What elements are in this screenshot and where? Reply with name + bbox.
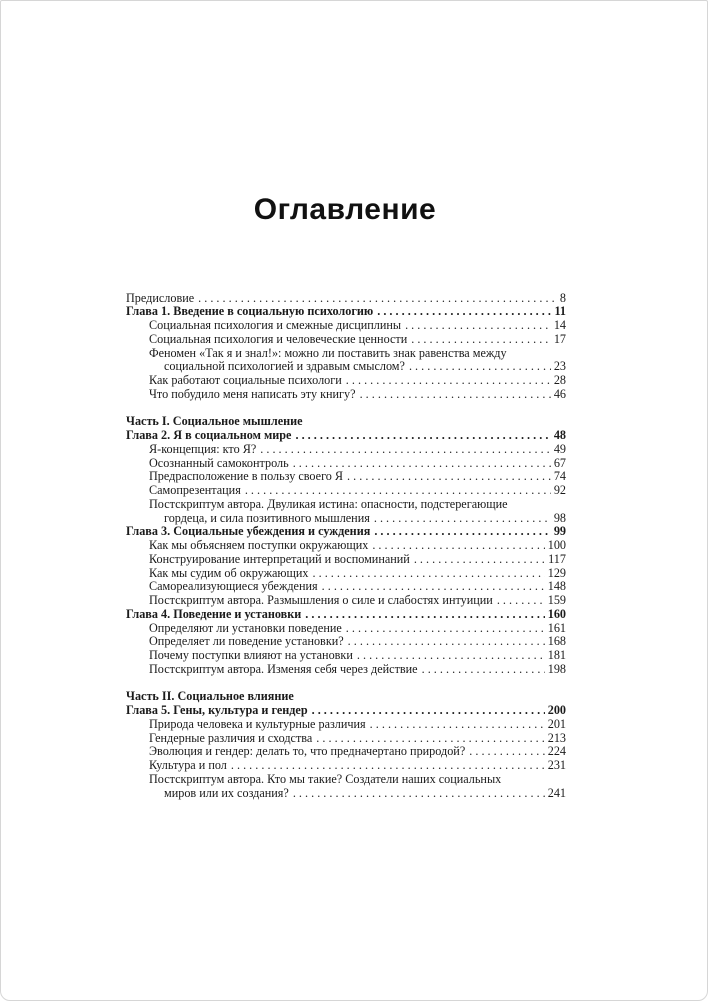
dot-leader xyxy=(374,525,551,539)
toc-page-number: 117 xyxy=(548,551,566,566)
dot-leader xyxy=(293,787,545,801)
table-of-contents xyxy=(1,292,566,801)
toc-entry-label: Часть I. Социальное мышление xyxy=(126,414,303,429)
toc-page-number: 11 xyxy=(554,304,566,319)
dot-leader xyxy=(377,305,551,319)
dot-leader xyxy=(405,319,551,333)
toc-entry-label: Определяет ли поведение установки? xyxy=(149,634,344,649)
toc-page-number: 74 xyxy=(553,469,566,484)
dot-leader xyxy=(313,567,545,581)
toc-page-number: 14 xyxy=(553,318,566,332)
toc-page-number: 17 xyxy=(553,331,566,346)
toc-chapter-row xyxy=(126,704,566,718)
toc-page-number: 213 xyxy=(547,730,566,745)
dot-leader xyxy=(312,704,545,718)
toc-entry-label: Социальная психология и смежные дисциплины xyxy=(149,318,402,332)
toc-part-heading xyxy=(126,690,566,704)
dot-leader xyxy=(347,470,551,484)
toc-entry-label: социальной психологией и здравым смыслом? xyxy=(164,359,405,374)
toc-entry-label: Определяют ли установки поведение xyxy=(149,620,342,635)
toc-part-heading xyxy=(126,415,566,429)
dot-leader xyxy=(245,484,551,498)
toc-entry-label: Почему поступки влияют на установки xyxy=(149,648,353,662)
dot-leader xyxy=(414,553,545,567)
toc-entry-label: Постскриптум автора. Размышления о силе и слабостях интуиции xyxy=(149,593,493,607)
dot-leader xyxy=(346,622,545,636)
dot-leader xyxy=(409,360,551,374)
dot-leader xyxy=(469,745,544,759)
dot-leader xyxy=(372,539,544,553)
toc-entry-label: Природа человека и культурные различия xyxy=(149,716,366,731)
toc-entry-label: Социальная психология и человеческие ценности xyxy=(149,331,408,346)
toc-entry-label: Глава 3. Социальные убеждения и суждения xyxy=(126,524,371,539)
toc-page-number: 161 xyxy=(547,620,566,635)
toc-page-number: 8 xyxy=(559,290,566,305)
toc-row xyxy=(126,457,566,471)
dot-leader xyxy=(198,292,557,306)
toc-entry-label: Предрасположение в пользу своего Я xyxy=(149,469,344,484)
toc-entry-label: Как мы объясняем поступки окружающих xyxy=(149,538,369,552)
toc-page-number: 181 xyxy=(547,648,566,662)
toc-entry-label: Гендерные различия и сходства xyxy=(149,730,313,745)
dot-leader xyxy=(360,388,551,402)
toc-page-number: 224 xyxy=(547,744,566,759)
dot-leader xyxy=(295,429,550,443)
toc-entry-label: Предисловие xyxy=(126,290,195,305)
toc-row xyxy=(126,443,566,457)
toc-page-number: 48 xyxy=(553,428,566,442)
toc-entry-label: Эволюция и гендер: делать то, что предначертано природой? xyxy=(149,744,466,759)
toc-page-number: 231 xyxy=(547,758,566,772)
dot-leader xyxy=(346,374,551,388)
toc-page-number: 49 xyxy=(553,441,566,456)
toc-row xyxy=(126,787,566,801)
toc-row xyxy=(126,635,566,649)
toc-entry-label: Часть II. Социальное влияние xyxy=(126,689,294,704)
toc-entry-label: миров или их создания? xyxy=(164,785,289,800)
dot-leader xyxy=(357,649,545,663)
toc-entry-label: Конструирование интерпретаций и воспоминаний xyxy=(149,551,410,566)
toc-row xyxy=(126,374,566,388)
toc-page-number: 46 xyxy=(553,386,566,401)
toc-entry-label: Феномен «Так я и знал!»: можно ли поставить знак равенства между xyxy=(149,345,507,360)
dot-leader xyxy=(348,635,545,649)
toc-page-number: 168 xyxy=(547,634,566,649)
toc-entry-label: гордеца, и сила позитивного мышления xyxy=(164,510,370,525)
dot-leader xyxy=(322,580,545,594)
toc-row xyxy=(126,292,566,306)
toc-row xyxy=(126,360,566,374)
toc-entry-label: Постскриптум автора. Двуликая истина: опасности, подстерегающие xyxy=(149,496,508,511)
dot-leader xyxy=(422,663,545,677)
toc-entry-label: Глава 5. Гены, культура и гендер xyxy=(126,703,308,717)
toc-entry-label: Что побудило меня написать эту книгу? xyxy=(149,386,356,401)
dot-leader xyxy=(231,759,545,773)
dot-leader xyxy=(374,512,551,526)
toc-row xyxy=(126,498,566,512)
toc-chapter-row xyxy=(126,608,566,622)
toc-entry-label: Глава 4. Поведение и установки xyxy=(126,606,302,621)
toc-page-number: 148 xyxy=(547,579,566,594)
toc-entry-label: Самореализующиеся убеждения xyxy=(149,579,318,594)
dot-leader xyxy=(411,333,551,347)
toc-entry-label: Я-концепция: кто Я? xyxy=(149,441,257,456)
page-title: Оглавление xyxy=(253,193,437,226)
toc-page-number: 129 xyxy=(547,565,566,580)
toc-page-number: 67 xyxy=(553,455,566,470)
toc-chapter-row xyxy=(126,525,566,539)
toc-row xyxy=(126,388,566,402)
toc-entry-label: Глава 1. Введение в социальную психологию xyxy=(126,304,374,319)
toc-page-number: 23 xyxy=(553,359,566,374)
toc-page-number: 201 xyxy=(547,716,566,731)
dot-leader xyxy=(293,457,551,471)
toc-row xyxy=(126,319,566,333)
toc-page-number: 160 xyxy=(547,606,566,621)
toc-entry-label: Постскриптум автора. Изменяя себя через действие xyxy=(149,661,418,676)
dot-leader xyxy=(497,594,545,608)
toc-entry-label: Как работают социальные психологи xyxy=(149,373,342,387)
toc-row xyxy=(126,567,566,581)
toc-entry-label: Глава 2. Я в социальном мире xyxy=(126,428,292,442)
toc-page-number: 200 xyxy=(547,703,566,717)
toc-row xyxy=(126,484,566,498)
toc-row xyxy=(126,622,566,636)
toc-page-number: 198 xyxy=(547,661,566,676)
toc-row xyxy=(126,745,566,759)
toc-page-number: 241 xyxy=(547,785,566,800)
toc-row xyxy=(126,732,566,746)
toc-row xyxy=(126,470,566,484)
toc-row xyxy=(126,333,566,347)
toc-page-number: 28 xyxy=(553,373,566,387)
toc-entry-label: Самопрезентация xyxy=(149,483,241,497)
dot-leader xyxy=(305,608,544,622)
dot-leader xyxy=(260,443,551,457)
toc-entry-label: Постскриптум автора. Кто мы такие? Создатели наших социальных xyxy=(149,771,502,786)
toc-chapter-row xyxy=(126,429,566,443)
toc-row xyxy=(126,553,566,567)
toc-entry-label: Культура и пол xyxy=(149,758,227,772)
toc-entry-label: Как мы судим об окружающих xyxy=(149,565,309,580)
toc-row xyxy=(126,718,566,732)
toc-row xyxy=(126,512,566,526)
toc-page-number: 92 xyxy=(553,483,566,497)
toc-page-number: 159 xyxy=(547,593,566,607)
toc-chapter-row xyxy=(126,305,566,319)
toc-page-number: 98 xyxy=(553,510,566,525)
toc-entry-label: Осознанный самоконтроль xyxy=(149,455,289,470)
toc-row xyxy=(126,580,566,594)
toc-row xyxy=(126,759,566,773)
toc-row xyxy=(126,347,566,361)
toc-page-number: 99 xyxy=(553,524,566,539)
toc-row xyxy=(126,539,566,553)
toc-page-number: 100 xyxy=(547,538,566,552)
toc-row xyxy=(126,649,566,663)
dot-leader xyxy=(370,718,545,732)
toc-row xyxy=(126,773,566,787)
dot-leader xyxy=(316,732,544,746)
toc-row xyxy=(126,594,566,608)
toc-row xyxy=(126,663,566,677)
